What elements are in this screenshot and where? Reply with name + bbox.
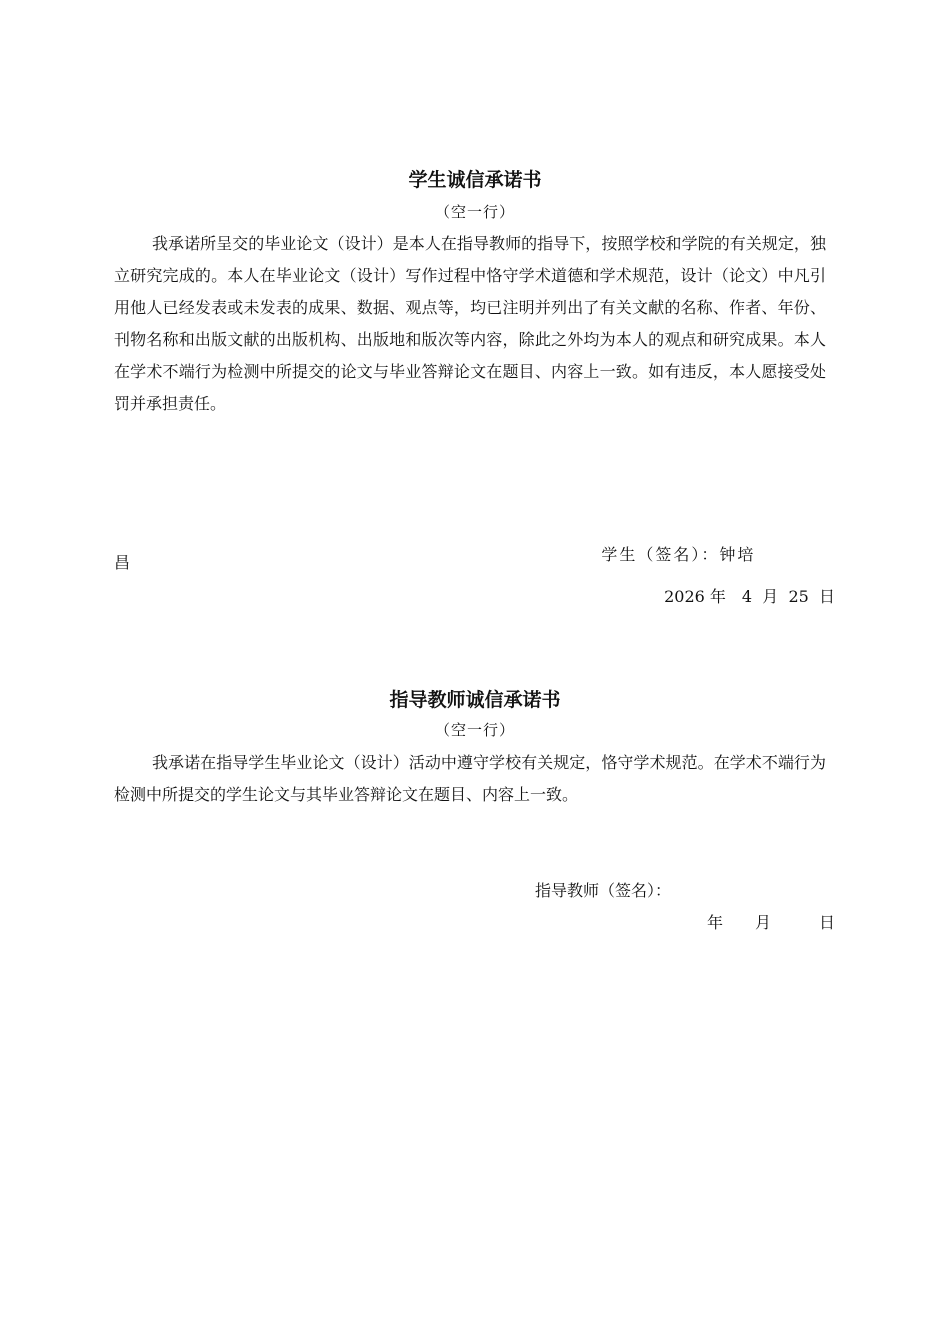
- advisor-pledge-blank-line-note: （空一行）: [434, 721, 515, 739]
- student-pledge-title: 学生诚信承诺书: [408, 169, 542, 191]
- student-signature-name-part2: 昌: [114, 553, 131, 572]
- student-signature-label-text: 学生（签名）：: [601, 545, 720, 564]
- advisor-signature-date: 年 月 日: [706, 913, 835, 932]
- student-pledge-body: 我承诺所呈交的毕业论文（设计）是本人在指导教师的指导下，按照学校和学院的有关规定，独立研究完成的。本人在毕业论文（设计）写作过程中恪守学术道德和学术规范，设计（论文）中凡引用他人已经发表或未发表的成果、数据、观点等，均已注明并列出了有关文献的名称、作者、年份、刊物名称和出版文献的出版机构、出版地和版次等内容，除此之外均为本人的观点和研究成果。本人在学术不端行为检测中所提交的论文与毕业答辩论文在题目、内容上一致。如有违反，本人愿接受处罚并承担责任。: [114, 234, 826, 413]
- student-pledge-blank-line-note: （空一行）: [434, 203, 515, 221]
- student-signature-name-part1: 钟培: [719, 545, 756, 564]
- student-signature-label: [573, 519, 755, 591]
- student-signature-date: 2026 年 4 月 25 日: [664, 587, 835, 606]
- advisor-signature-label: 指导教师（签名）：: [535, 881, 672, 900]
- advisor-pledge-body: 我承诺在指导学生毕业论文（设计）活动中遵守学校有关规定，恪守学术规范。在学术不端行为检测中所提交的学生论文与其毕业答辩论文在题目、内容上一致。: [114, 753, 826, 804]
- advisor-pledge-title: 指导教师诚信承诺书: [389, 689, 561, 711]
